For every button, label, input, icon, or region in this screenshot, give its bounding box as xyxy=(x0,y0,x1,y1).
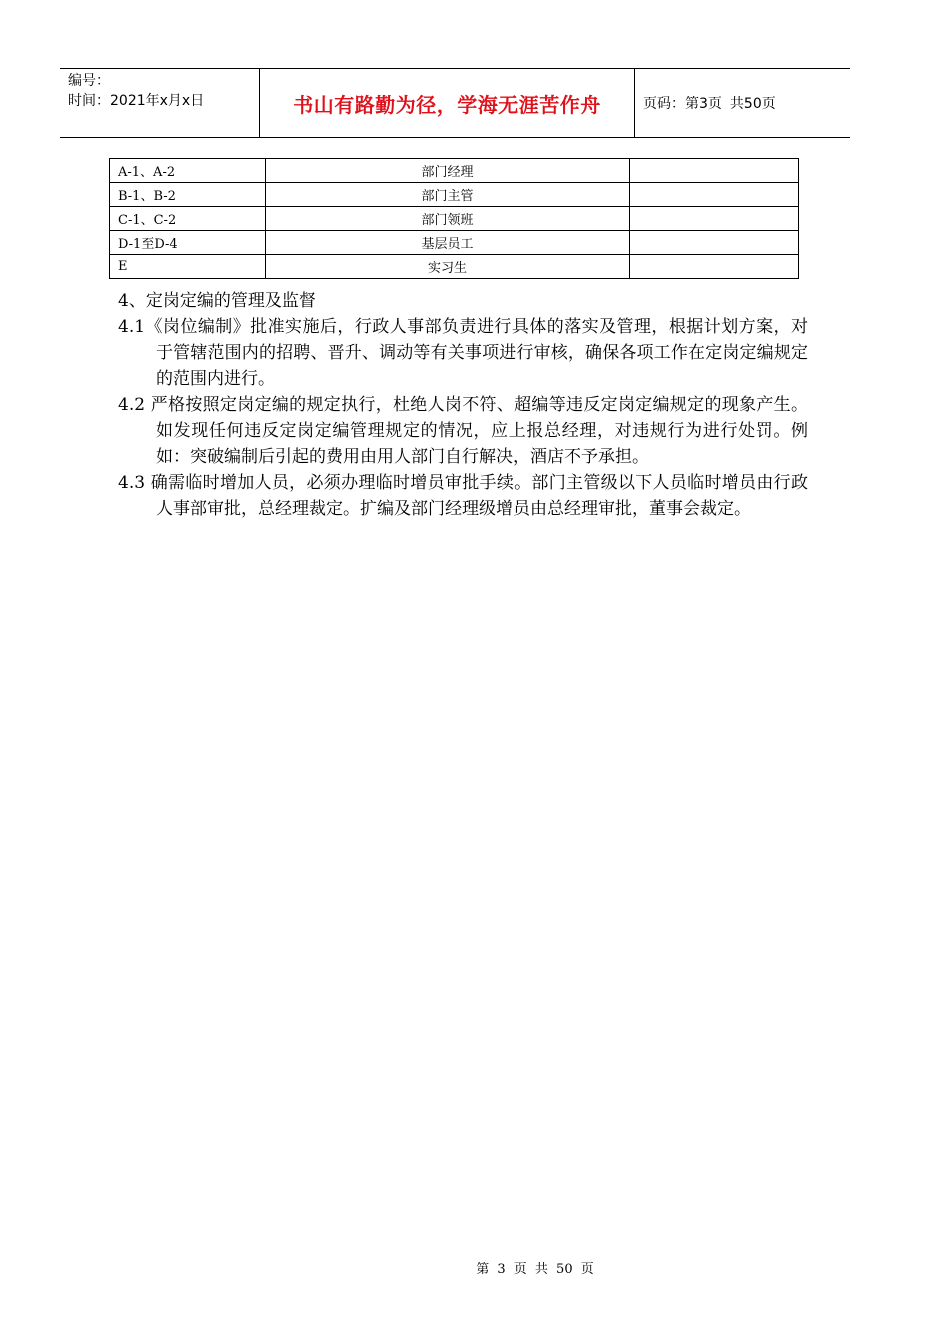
grade-position-table xyxy=(109,158,799,279)
table-cell-position: 部门经理 xyxy=(265,159,629,183)
table-cell-note xyxy=(630,231,799,255)
table-cell-position: 实习生 xyxy=(265,255,629,279)
document-number-label: 编号： xyxy=(68,73,110,89)
table-cell-note xyxy=(630,207,799,231)
paragraph-4-1: 4.1《岗位编制》批准实施后，行政人事部负责进行具体的落实及管理，根据计划方案，对于管辖范围内的招聘、晋升、调动等有关事项进行审核，确保各项工作在定岗定编规定的范围内进行。 xyxy=(118,317,808,389)
section-body xyxy=(118,288,808,522)
document-time-label: 时间：2021年x月x日 xyxy=(68,93,205,109)
table-row xyxy=(110,231,799,255)
header-page-total: 共50页 xyxy=(729,96,776,112)
table-row xyxy=(110,207,799,231)
table-row xyxy=(110,159,799,183)
page-header xyxy=(60,68,850,138)
table-cell-grade: A-1、A-2 xyxy=(110,159,266,183)
paragraph-4-3: 4.3 确需临时增加人员，必须办理临时增员审批手续。部门主管级以下人员临时增员由行政人事部审批，总经理裁定。扩编及部门经理级增员由总经理审批，董事会裁定。 xyxy=(118,473,808,519)
section-heading: 4、定岗定编的管理及监督 xyxy=(118,291,316,311)
header-meta xyxy=(60,69,260,137)
table-cell-grade: B-1、B-2 xyxy=(110,183,266,207)
table-row xyxy=(110,255,799,279)
table-cell-grade: E xyxy=(110,255,266,279)
table-cell-position: 部门主管 xyxy=(265,183,629,207)
table-cell-note xyxy=(630,255,799,279)
table-cell-note xyxy=(630,159,799,183)
table-cell-grade: D-1至D-4 xyxy=(110,231,266,255)
table-cell-grade: C-1、C-2 xyxy=(110,207,266,231)
table-cell-note xyxy=(630,183,799,207)
table-row xyxy=(110,183,799,207)
page-footer: 第 3 页 共 50 页 xyxy=(476,1262,594,1277)
table-cell-position: 部门领班 xyxy=(265,207,629,231)
header-motto: 书山有路勤为径，学海无涯苦作舟 xyxy=(260,69,635,137)
table-cell-position: 基层员工 xyxy=(265,231,629,255)
header-page-number: 页码：第3页 xyxy=(643,96,722,112)
paragraph-4-2: 4.2 严格按照定岗定编的规定执行，杜绝人岗不符、超编等违反定岗定编规定的现象产生。如发现任何违反定岗定编管理规定的情况，应上报总经理，对违规行为进行处罚。例如：突破编制后引起的费用由用人部门自行解决，酒店不予承担。 xyxy=(118,395,808,467)
header-page-info xyxy=(635,69,850,137)
